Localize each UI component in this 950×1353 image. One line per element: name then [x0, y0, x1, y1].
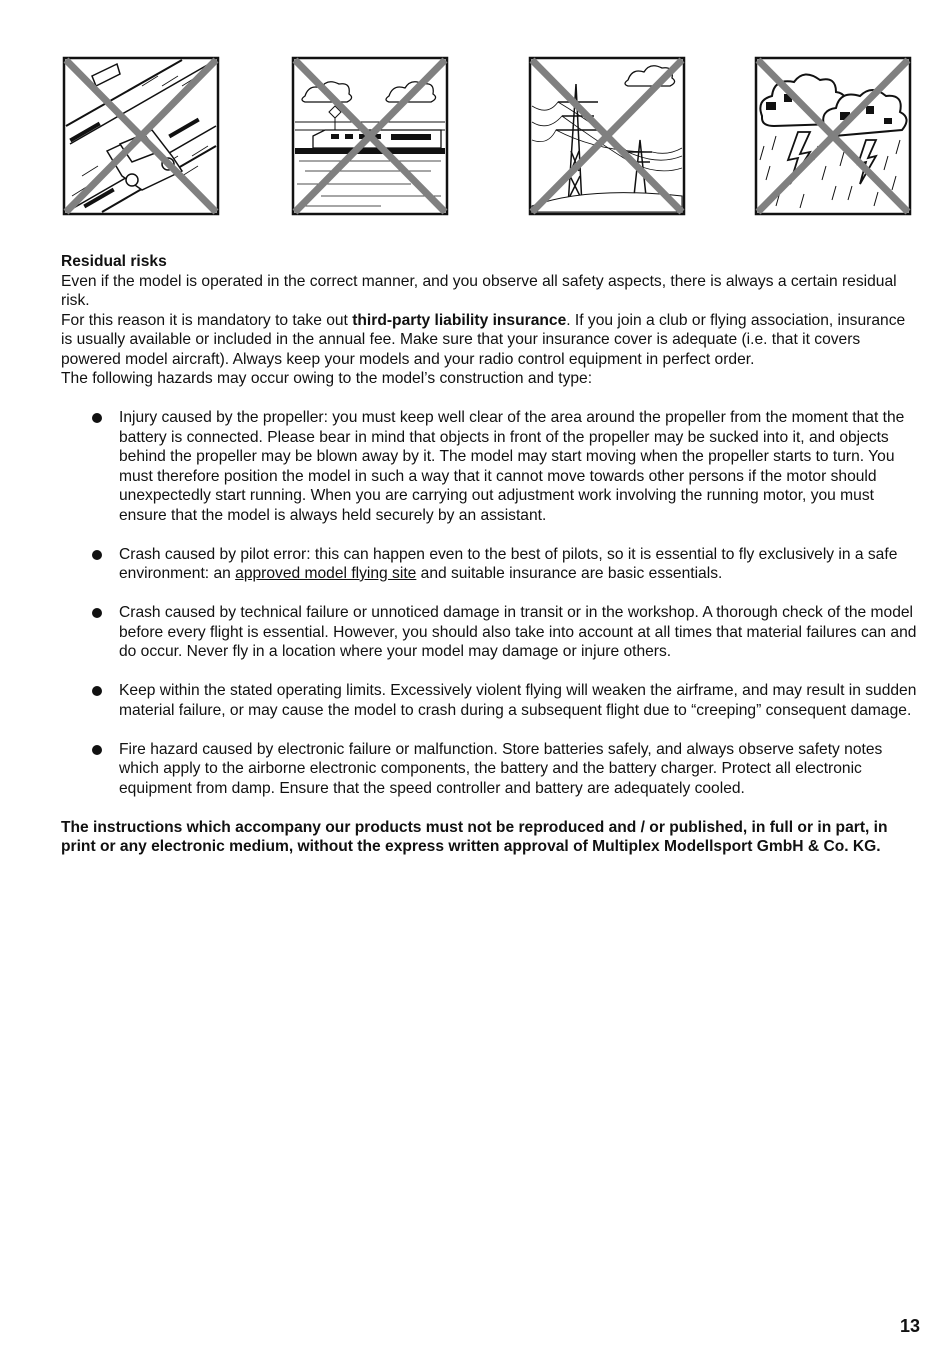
- list-item: [61, 545, 917, 584]
- section-heading: Residual risks: [61, 253, 167, 270]
- hazard-text: Injury caused by the propeller: you must keep well clear of the area around the propeller from the moment that the battery is connected. Please bear in mind that objects in front of the propeller may be sucked into it, and objects behind the propeller may be blown away by it. The model may start moving when the propeller starts to turn. You must therefore position the model in such a way that it cannot move towards other persons if the motor should unexpectedly start running. When you are carrying out adjustment work involving the running motor, you must ensure that the model is always held securely by an assistant.: [119, 409, 905, 524]
- page-number: 13: [899, 1316, 920, 1336]
- hazard-text: Crash caused by technical failure or unnoticed damage in transit or in the workshop. A thorough check of the model before every flight is essential. However, you should also take into account at all times that material failures can and do occur. Never fly in a location where your model may damage or injure others.: [119, 604, 917, 660]
- list-item: [61, 740, 917, 799]
- copyright-notice: The instructions which accompany our products must not be reproduced and / or published, in full or in part, in print or any electronic medium, without the express written approval of Multiplex Modellsport GmbH & Co. KG.: [61, 818, 888, 855]
- list-item: [61, 681, 917, 720]
- insurance-bold-text: third-party liability insurance: [352, 311, 567, 329]
- hazard-text: Keep within the stated operating limits. Excessively violent flying will weaken the airframe, and may result in sudden material failure, or may cause the model to crash during a subsequent flight due to “creeping” consequent damage.: [119, 682, 917, 719]
- bullet-icon: [92, 550, 102, 560]
- hazard-text-before: Crash caused by pilot error: this can happen even to the best of pilots, so it is essential to fly exclusively in a safe environment: an: [119, 545, 898, 582]
- road-cars-crossed-icon: [62, 56, 220, 216]
- insurance-paragraph: [61, 311, 917, 370]
- insurance-text-before: For this reason it is mandatory to take out: [61, 311, 353, 329]
- hazard-text-after: and suitable insurance are basic essentials.: [416, 565, 723, 582]
- residual-risks-section: [61, 252, 917, 857]
- bullet-icon: [92, 686, 102, 696]
- bullet-icon: [92, 608, 102, 618]
- intro-paragraph: Even if the model is operated in the correct manner, and you observe all safety aspects, there is always a certain residual risk.: [61, 272, 897, 309]
- approved-site-underlined: approved model flying site: [235, 565, 417, 582]
- list-item: [61, 603, 917, 662]
- insurance-text-after: . If you join a club or flying association, insurance is usually available or included in the annual fee. Make sure that your insurance cover is adequate (i.e. that it covers powered model aircraft). Always keep your models and your radio control equipment in perfect order.: [61, 311, 906, 368]
- bullet-icon: [92, 413, 102, 423]
- bullet-icon: [92, 745, 102, 755]
- hazards-intro: The following hazards may occur owing to the model’s construction and type:: [61, 370, 593, 387]
- thunderstorm-crossed-icon: [754, 56, 912, 216]
- train-crossed-icon: [291, 56, 449, 216]
- hazard-list: [61, 408, 917, 798]
- warning-pictograms: [0, 56, 950, 220]
- power-pylon-crossed-icon: [528, 56, 686, 216]
- list-item: [61, 408, 917, 525]
- hazard-text: Fire hazard caused by electronic failure or malfunction. Store batteries safely, and always observe safety notes which apply to the airborne electronic components, the battery and the battery charger. Protect all electronic equipment from damp. Ensure that the speed controller and battery are adequately cooled.: [119, 740, 883, 797]
